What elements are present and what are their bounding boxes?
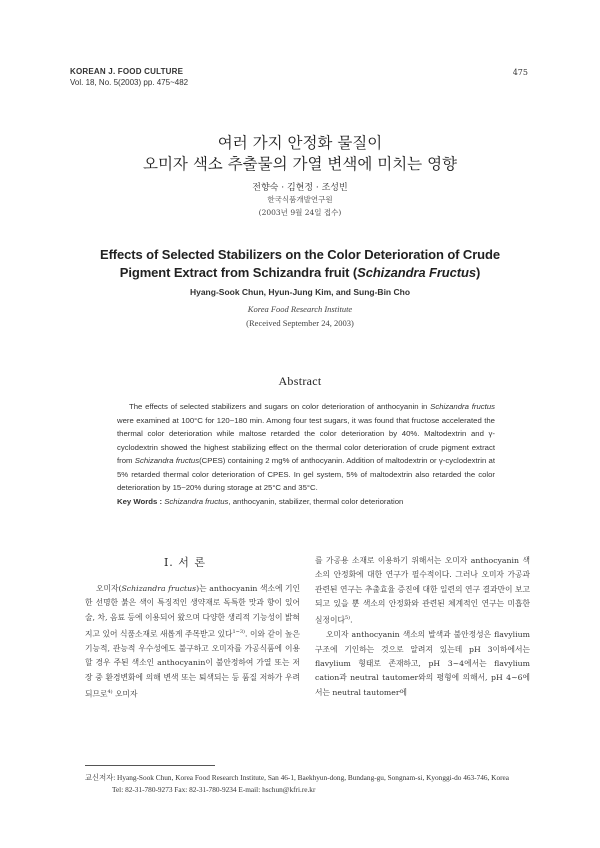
english-title <box>60 246 540 282</box>
body-text: )는 anthocyanin 색소에 기인한 선명한 붉은 색이 특징적인 생약재로 독특한 맛과 향이 있어 술, 차, 음료 등에 이용되어 왔으며 다양한 생리적 기능성이 밝혀지고 있어 식품소재로 새롭게 주목받고 있다 <box>85 584 300 639</box>
journal-name: KOREAN J. FOOD CULTURE <box>70 67 184 76</box>
body-italic: Schizandra fructus <box>121 584 197 593</box>
body-column-right <box>315 554 530 700</box>
korean-title <box>60 133 540 175</box>
reference-superscript: 5) <box>344 615 351 622</box>
body-paragraph <box>85 582 300 702</box>
corresponding-author-footnote <box>85 772 525 796</box>
keywords-label: Key Words : <box>117 497 165 506</box>
body-paragraph: 오미자 anthocyanin 색소의 발색과 불안정성은 flavylium 구조에 기인하는 것으로 알려져 있는데 pH 3이하에서는 flavylium 형태로 존재하고, pH 3~4에서는 flavylium cation과 neutral tautomer와의 평형에 의해서, pH 4~6에서는 neutral tautomer에 <box>315 630 530 697</box>
abstract-text-1: The effects of selected stabilizers and sugars on color deterioration of anthocyanin in <box>129 402 431 411</box>
abstract-italic-1: Schizandra fructus <box>430 402 495 411</box>
abstract-body <box>117 400 495 495</box>
section-heading-introduction: I. 서 론 <box>163 556 207 569</box>
reference-superscript: 1~3) <box>232 629 245 636</box>
body-column-left <box>85 582 300 702</box>
body-paragraph <box>315 554 530 628</box>
journal-header <box>70 66 188 88</box>
korean-authors: 전향숙 · 김현정 · 조성빈 <box>252 183 348 193</box>
abstract-italic-2: Schizandra fructus <box>134 456 200 465</box>
body-text: 오미자 <box>112 689 138 699</box>
body-text: 를 가공용 소재로 이용하기 위해서는 오미자 anthocyanin 색소의 안정화에 대한 연구가 필수적이다. 그러나 오미자 가공과 관련된 연구는 추출효율 증진에 대한 일련의 연구 결과만이 보고되고 있을 뿐 색소의 안정화와 관련된 체계적인 연구는 미흡한 실정이다 <box>315 556 530 625</box>
volume-info: Vol. 18, No. 5(2003) pp. 475~482 <box>70 78 189 87</box>
korean-received-date: (2003년 9월 24일 접수) <box>258 208 342 217</box>
body-text: . 이와 같이 높은 기능적, 관능적 우수성에도 불구하고 오미자를 가공식품에 이용할 경우 주된 색소인 anthocyanin이 불안정하여 가열 또는 저장 중 환경변화에 의해 변색 또는 퇴색되는 등 품질 저하가 우려되므로 <box>85 629 300 699</box>
korean-title-line2: 오미자 색소 추출물의 가열 변색에 미치는 영향 <box>142 155 458 173</box>
footnote-divider <box>85 765 215 766</box>
abstract-text-3: (CPES) containing 2 mg% of anthocyanin. Addition of maltodextrin or γ-cyclodextrin at 5% retarded thermal color deterioration of CPES. In gel system, 5% of maltodextrin also retarded the color deterioration by 15~20% during storage at 25°C and 35°C. <box>117 456 496 492</box>
footnote-line1: 교신저자: Hyang-Sook Chun, Korea Food Research Institute, San 46-1, Baekhyun-dong, Bundang-gu, Songnam-si, Kyonggi-do 463-746, Korea <box>85 773 509 782</box>
page-number: 475 <box>512 68 528 77</box>
english-authors: Hyang-Sook Chun, Hyun-Jung Kim, and Sung-Bin Cho <box>189 287 411 297</box>
footnote-contact: Tel: 82-31-780-9273 Fax: 82-31-780-9234 E-mail: hschun@kfri.re.kr <box>112 785 316 794</box>
body-text: 오미자( <box>96 584 122 593</box>
english-title-line1: Effects of Selected Stabilizers on the Color Deterioration of Crude <box>100 247 500 262</box>
korean-institution: 한국식품개발연구원 <box>267 195 333 204</box>
body-text: . <box>350 615 353 625</box>
english-title-line2 <box>60 264 540 282</box>
abstract-heading: Abstract <box>278 374 322 388</box>
english-title-line2-prefix: Pigment Extract from Schizandra fruit ( <box>119 265 358 280</box>
keywords-italic: Schizandra fructus <box>164 497 229 506</box>
keywords <box>117 497 495 506</box>
english-institution: Korea Food Research Institute <box>247 304 353 314</box>
reference-superscript: 4) <box>107 688 113 695</box>
english-received-date: (Received September 24, 2003) <box>246 318 354 328</box>
korean-title-line1: 여러 가지 안정화 물질이 <box>217 134 383 152</box>
english-title-line2-suffix: ) <box>475 265 481 280</box>
abstract-text-2: were examined at 100°C for 120~180 min. Among four test sugars, it was found that fructose accelerated the thermal color deterioration while maltose retarded the color deterioration by 40%. Maltodextrin and γ-cyclodextrin showed the highest stabilizing effect on the thermal color deterioration of crude pigment extract from <box>117 415 495 465</box>
keywords-rest: , anthocyanin, stabilizer, thermal color deterioration <box>228 497 404 506</box>
english-title-scientific-name: Schizandra Fructus <box>357 265 476 280</box>
